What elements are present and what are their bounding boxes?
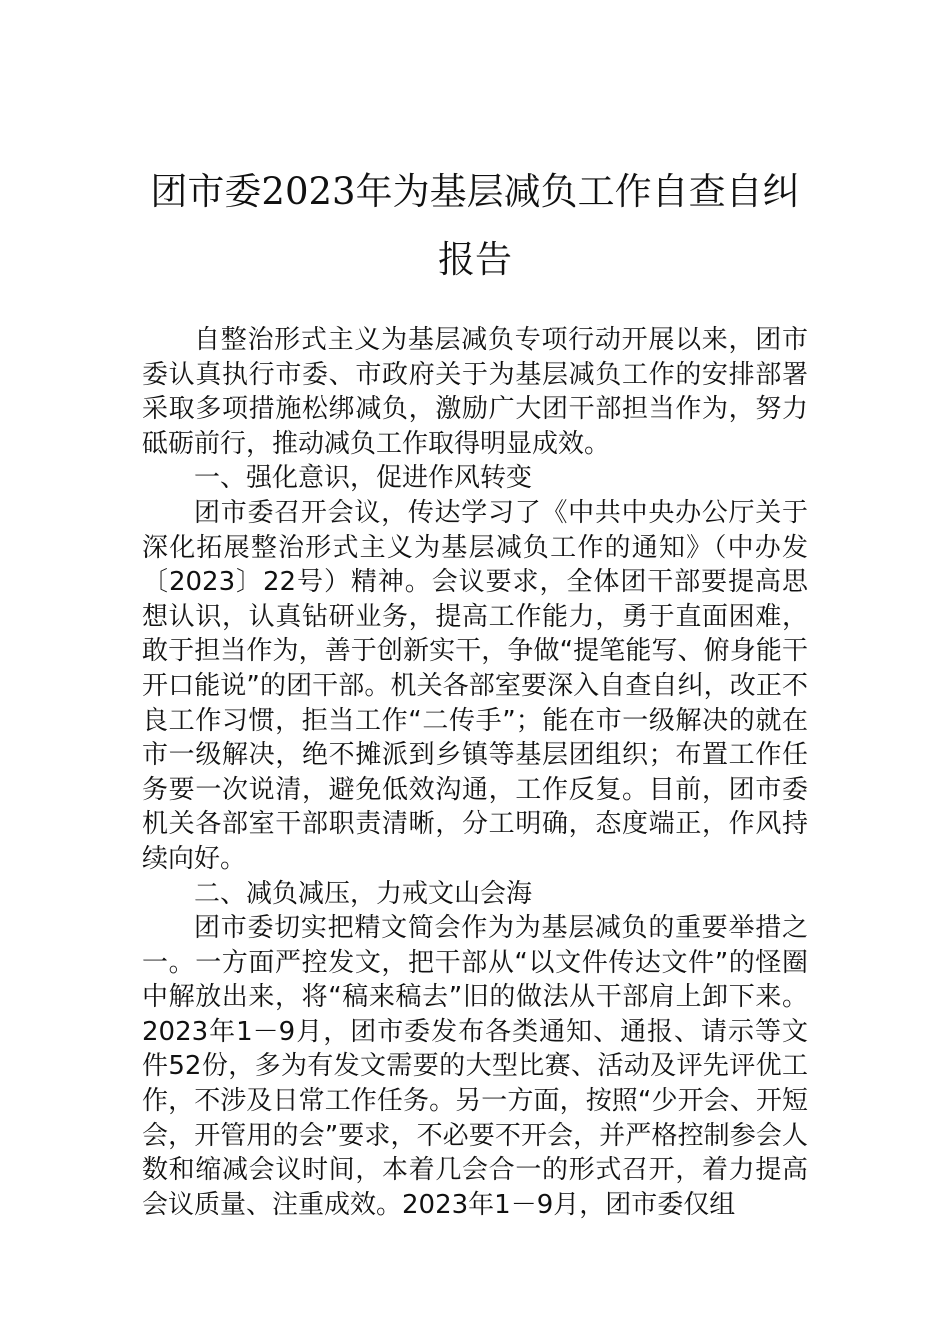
section-2-paragraph: 团市委切实把精文简会作为为基层减负的重要举措之一。一方面严控发文，把干部从“以文件传达文件”的怪圈中解放出来，将“稿来稿去”旧的做法从干部肩上卸下来。2023年1－9月，团市委发布各类通知、通报、请示等文件52份，多为有发文需要的大型比赛、活动及评先评优工作，不涉及日常工作任务。另一方面，按照“少开会、开短会，开管用的会”要求，不必要不开会，并严格控制参会人数和缩减会议时间，本着几会合一的形式召开，着力提高会议质量、注重成效。2023年1－9月，团市委仅组	[142, 913, 808, 1220]
section-heading-1: 一、强化意识，促进作风转变	[194, 463, 533, 494]
document-body	[142, 323, 808, 1222]
document-title: 团市委2023年为基层减负工作自查自纠报告	[150, 170, 800, 281]
intro-paragraph: 自整治形式主义为基层减负专项行动开展以来，团市委认真执行市委、市政府关于为基层减负工作的安排部署采取多项措施松绑减负，激励广大团干部担当作为，努力砥砺前行，推动减负工作取得明显成效。	[142, 325, 808, 459]
section-1-paragraph: 团市委召开会议，传达学习了《中共中央办公厅关于深化拓展整治形式主义为基层减负工作的通知》（中办发〔2023〕22号）精神。会议要求，全体团干部要提高思想认识，认真钻研业务，提高工作能力，勇于直面困难，敢于担当作为，善于创新实干，争做“提笔能写、俯身能干开口能说”的团干部。机关各部室要深入自查自纠，改正不良工作习惯，拒当工作“二传手”；能在市一级解决的就在市一级解决，绝不摊派到乡镇等基层团组织；布置工作任务要一次说清，避免低效沟通，工作反复。目前，团市委机关各部室干部职责清晰，分工明确，态度端正，作风持续向好。	[142, 497, 808, 874]
section-heading-2: 二、减负减压，力戒文山会海	[194, 878, 533, 909]
